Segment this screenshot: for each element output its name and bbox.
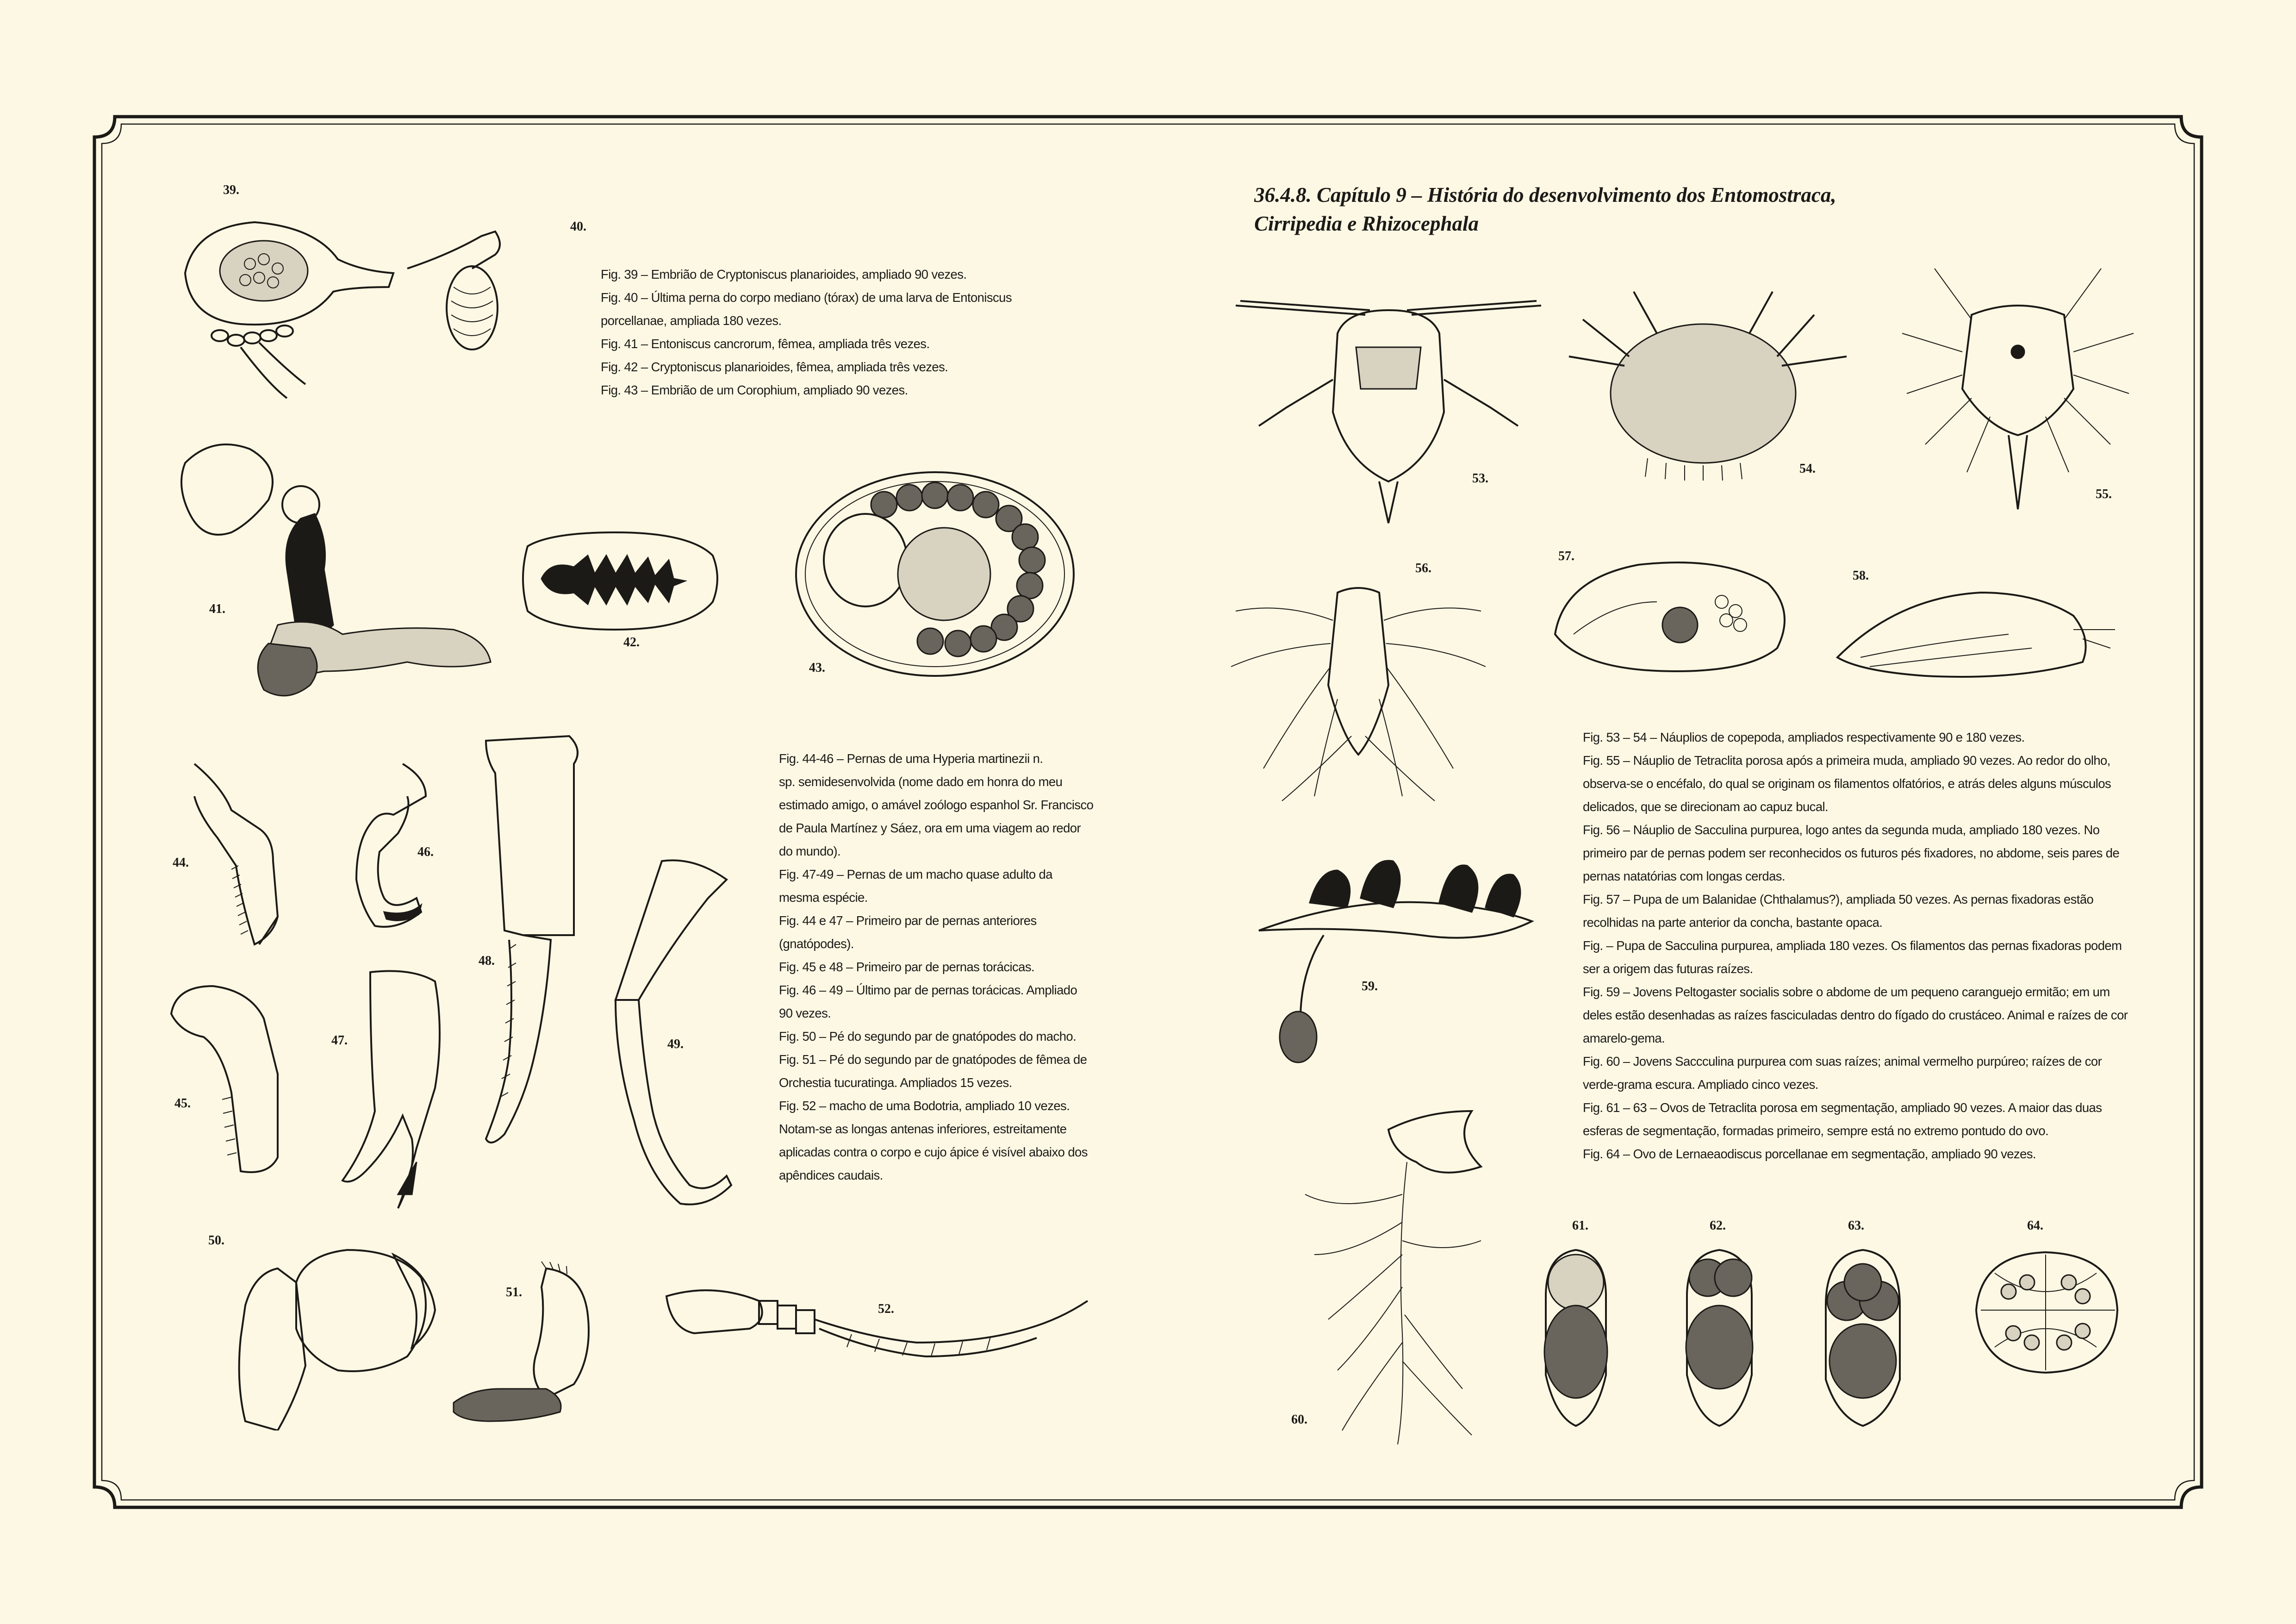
figure-number-40: 40. xyxy=(570,219,586,234)
figure-number-63: 63. xyxy=(1848,1218,1864,1233)
caption-line: Fig. 45 e 48 – Primeiro par de pernas torácicas. xyxy=(779,960,1035,974)
caption-line: porcellanae, ampliada 180 vezes. xyxy=(601,313,782,328)
caption-line: 90 vezes. xyxy=(779,1006,831,1020)
caption-line: amarelo-gema. xyxy=(1583,1031,1665,1045)
fig63-egg-illustration xyxy=(1814,1245,1911,1430)
caption-line: (gnatópodes). xyxy=(779,937,854,951)
caption-line: Fig. – Pupa de Sacculina purpurea, ampliada 180 vezes. Os filamentos das pernas fixadoras podem xyxy=(1583,938,2122,953)
fig60-parasite-illustration xyxy=(1287,1102,1504,1454)
caption-line: Fig. 39 – Embrião de Cryptoniscus planarioides, ampliado 90 vezes. xyxy=(601,267,967,281)
section-heading xyxy=(1254,181,1836,238)
figure-number-64: 64. xyxy=(2027,1218,2043,1233)
fig61-egg-illustration xyxy=(1537,1245,1615,1430)
caption-line: Fig. 47-49 – Pernas de um macho quase adulto da xyxy=(779,867,1052,881)
fig59-parasite-illustration xyxy=(1254,843,1546,1065)
figure-number-59: 59. xyxy=(1362,979,1378,993)
figure-number-42: 42. xyxy=(623,635,640,650)
figure-number-51: 51. xyxy=(506,1285,522,1299)
caption-line: Fig. 59 – Jovens Peltogaster socialis sobre o abdome de um pequeno caranguejo ermitão; em um xyxy=(1583,985,2110,999)
caption-line: Fig. 55 – Náuplio de Tetraclita porosa após a primeira muda, ampliado 90 vezes. Ao redor do olho, xyxy=(1583,753,2110,768)
figure-number-54: 54. xyxy=(1799,462,1816,476)
caption-block-figs-53-64 xyxy=(1583,726,2128,1166)
caption-block-figs-44-52 xyxy=(779,747,1093,1187)
caption-line: Orchestia tucuratinga. Ampliados 15 vezes. xyxy=(779,1075,1012,1090)
caption-line: Fig. 52 – macho de uma Bodotria, ampliado 10 vezes. xyxy=(779,1099,1070,1113)
caption-line: Fig. 50 – Pé do segundo par de gnatópodes do macho. xyxy=(779,1029,1076,1043)
figure-number-62: 62. xyxy=(1710,1218,1726,1233)
section-heading-line-2: Cirripedia e Rhizocephala xyxy=(1254,212,1479,235)
fig57-pupa-illustration xyxy=(1546,556,1796,676)
caption-line: Fig. 51 – Pé do segundo par de gnatópodes de fêmea de xyxy=(779,1052,1087,1067)
fig64-egg-illustration xyxy=(1967,1245,2124,1380)
figure-number-47: 47. xyxy=(331,1033,348,1048)
figure-number-46: 46. xyxy=(417,845,434,859)
figure-number-60: 60. xyxy=(1291,1412,1307,1427)
caption-line: ser a origem das futuras raízes. xyxy=(1583,962,1753,976)
fig53-nauplius-illustration xyxy=(1231,269,1546,528)
fig39-embryo-illustration xyxy=(176,218,398,403)
figure-number-43: 43. xyxy=(809,661,825,675)
caption-line: sp. semidesenvolvida (nome dado em honra do meu xyxy=(779,775,1063,789)
caption-line: aplicadas contra o corpo e cujo ápice é visível abaixo dos xyxy=(779,1145,1088,1159)
fig43-embryo-illustration xyxy=(791,468,1078,681)
figure-number-61: 61. xyxy=(1572,1218,1588,1233)
caption-line: Fig. 46 – 49 – Último par de pernas torácicas. Ampliado xyxy=(779,983,1077,997)
caption-line: delicados, que se direcionam ao capuz bucal. xyxy=(1583,800,1829,814)
caption-line: Fig. 44-46 – Pernas de uma Hyperia martinezii n. xyxy=(779,751,1043,766)
caption-line: deles estão desenhadas as raízes fasciculadas dentro do fígado do crustáceo. Animal e raízes de cor xyxy=(1583,1008,2128,1022)
fig41-isopod-illustration xyxy=(176,431,500,704)
caption-line: esferas de segmentação, formadas primeiro, sempre está no extremo pontudo do ovo. xyxy=(1583,1124,2049,1138)
fig55-nauplius-illustration xyxy=(1898,259,2138,518)
fig44-leg-illustration xyxy=(180,759,292,954)
caption-line: de Paula Martínez y Sáez, ora em uma viagem ao redor xyxy=(779,821,1081,835)
caption-line: Fig. 60 – Jovens Saccculina purpurea com suas raízes; animal vermelho purpúreo; raízes de cor xyxy=(1583,1054,2102,1068)
figure-number-48: 48. xyxy=(479,954,495,968)
caption-line: Fig. 61 – 63 – Ovos de Tetraclita porosa em segmentação, ampliado 90 vezes. A maior das duas xyxy=(1583,1100,2102,1115)
caption-line: Fig. 44 e 47 – Primeiro par de pernas anteriores xyxy=(779,913,1037,928)
fig50-claw-illustration xyxy=(227,1245,449,1430)
caption-line: Fig. 64 – Ovo de Lernaeaodiscus porcellanae em segmentação, ampliado 90 vezes. xyxy=(1583,1147,2036,1161)
section-heading-line-1: 36.4.8. Capítulo 9 – História do desenvolvimento dos Entomostraca, xyxy=(1254,183,1836,206)
caption-line: Fig. 41 – Entoniscus cancrorum, fêmea, ampliada três vezes. xyxy=(601,337,930,351)
caption-line: Fig. 56 – Náuplio de Sacculina purpurea, logo antes da segunda muda, ampliado 180 vezes. No xyxy=(1583,823,2100,837)
fig47-leg-illustration xyxy=(333,963,454,1218)
caption-line: verde-grama escura. Ampliado cinco vezes. xyxy=(1583,1077,1818,1092)
caption-line: primeiro par de pernas podem ser reconhecidos os futuros pés fixadores, no abdome, seis pares de xyxy=(1583,846,2120,860)
fig40-leg-illustration xyxy=(403,227,532,356)
figure-number-53: 53. xyxy=(1472,471,1488,486)
caption-line: do mundo). xyxy=(779,844,841,858)
caption-line: Fig. 57 – Pupa de um Balanidae (Chthalamus?), ampliada 50 vezes. As pernas fixadoras estão xyxy=(1583,892,2094,906)
caption-line: Notam-se as longas antenas inferiores, estreitamente xyxy=(779,1122,1067,1136)
fig56-nauplius-illustration xyxy=(1226,583,1490,806)
figure-number-44: 44. xyxy=(173,856,189,870)
figure-number-41: 41. xyxy=(209,602,225,616)
caption-line: recolhidas na parte anterior da concha, bastante opaca. xyxy=(1583,915,1883,930)
fig48-leg-illustration xyxy=(477,731,597,1157)
caption-line: Fig. 40 – Última perna do corpo mediano (tórax) de uma larva de Entoniscus xyxy=(601,290,1012,305)
figure-number-52: 52. xyxy=(878,1302,894,1316)
figure-number-55: 55. xyxy=(2096,487,2112,501)
figure-number-56: 56. xyxy=(1415,561,1431,575)
caption-line: observa-se o encéfalo, do qual se originam os filamentos olfatórios, e atrás deles alguns músculos xyxy=(1583,776,2111,791)
figure-number-45: 45. xyxy=(174,1096,191,1111)
caption-line: Fig. 43 – Embrião de um Corophium, ampliado 90 vezes. xyxy=(601,383,908,397)
figure-number-39: 39. xyxy=(223,183,239,197)
caption-line: pernas natatórias com longas cerdas. xyxy=(1583,869,1785,883)
fig42-isopod-illustration xyxy=(514,528,722,634)
figure-number-49: 49. xyxy=(667,1037,684,1051)
figure-number-57: 57. xyxy=(1558,549,1574,563)
figure-number-50: 50. xyxy=(208,1233,224,1248)
caption-line: mesma espécie. xyxy=(779,890,868,905)
fig54-nauplius-illustration xyxy=(1564,287,1851,481)
fig62-egg-illustration xyxy=(1675,1245,1763,1430)
caption-line: estimado amigo, o amável zoólogo espanhol Sr. Francisco xyxy=(779,798,1094,812)
caption-line: Fig. 42 – Cryptoniscus planarioides, fêmea, ampliada três vezes. xyxy=(601,360,948,374)
caption-line: apêndices caudais. xyxy=(779,1168,883,1182)
fig52-crustacean-illustration xyxy=(657,1282,1092,1393)
figure-number-58: 58. xyxy=(1853,568,1869,583)
fig45-leg-illustration xyxy=(162,977,292,1181)
fig51-claw-illustration xyxy=(444,1259,616,1430)
caption-block-figs-39-43 xyxy=(601,263,1012,402)
caption-line: Fig. 53 – 54 – Náuplios de copepoda, ampliados respectivamente 90 e 180 vezes. xyxy=(1583,730,2025,744)
fig49-leg-illustration xyxy=(588,852,740,1213)
fig58-pupa-illustration xyxy=(1833,579,2120,685)
